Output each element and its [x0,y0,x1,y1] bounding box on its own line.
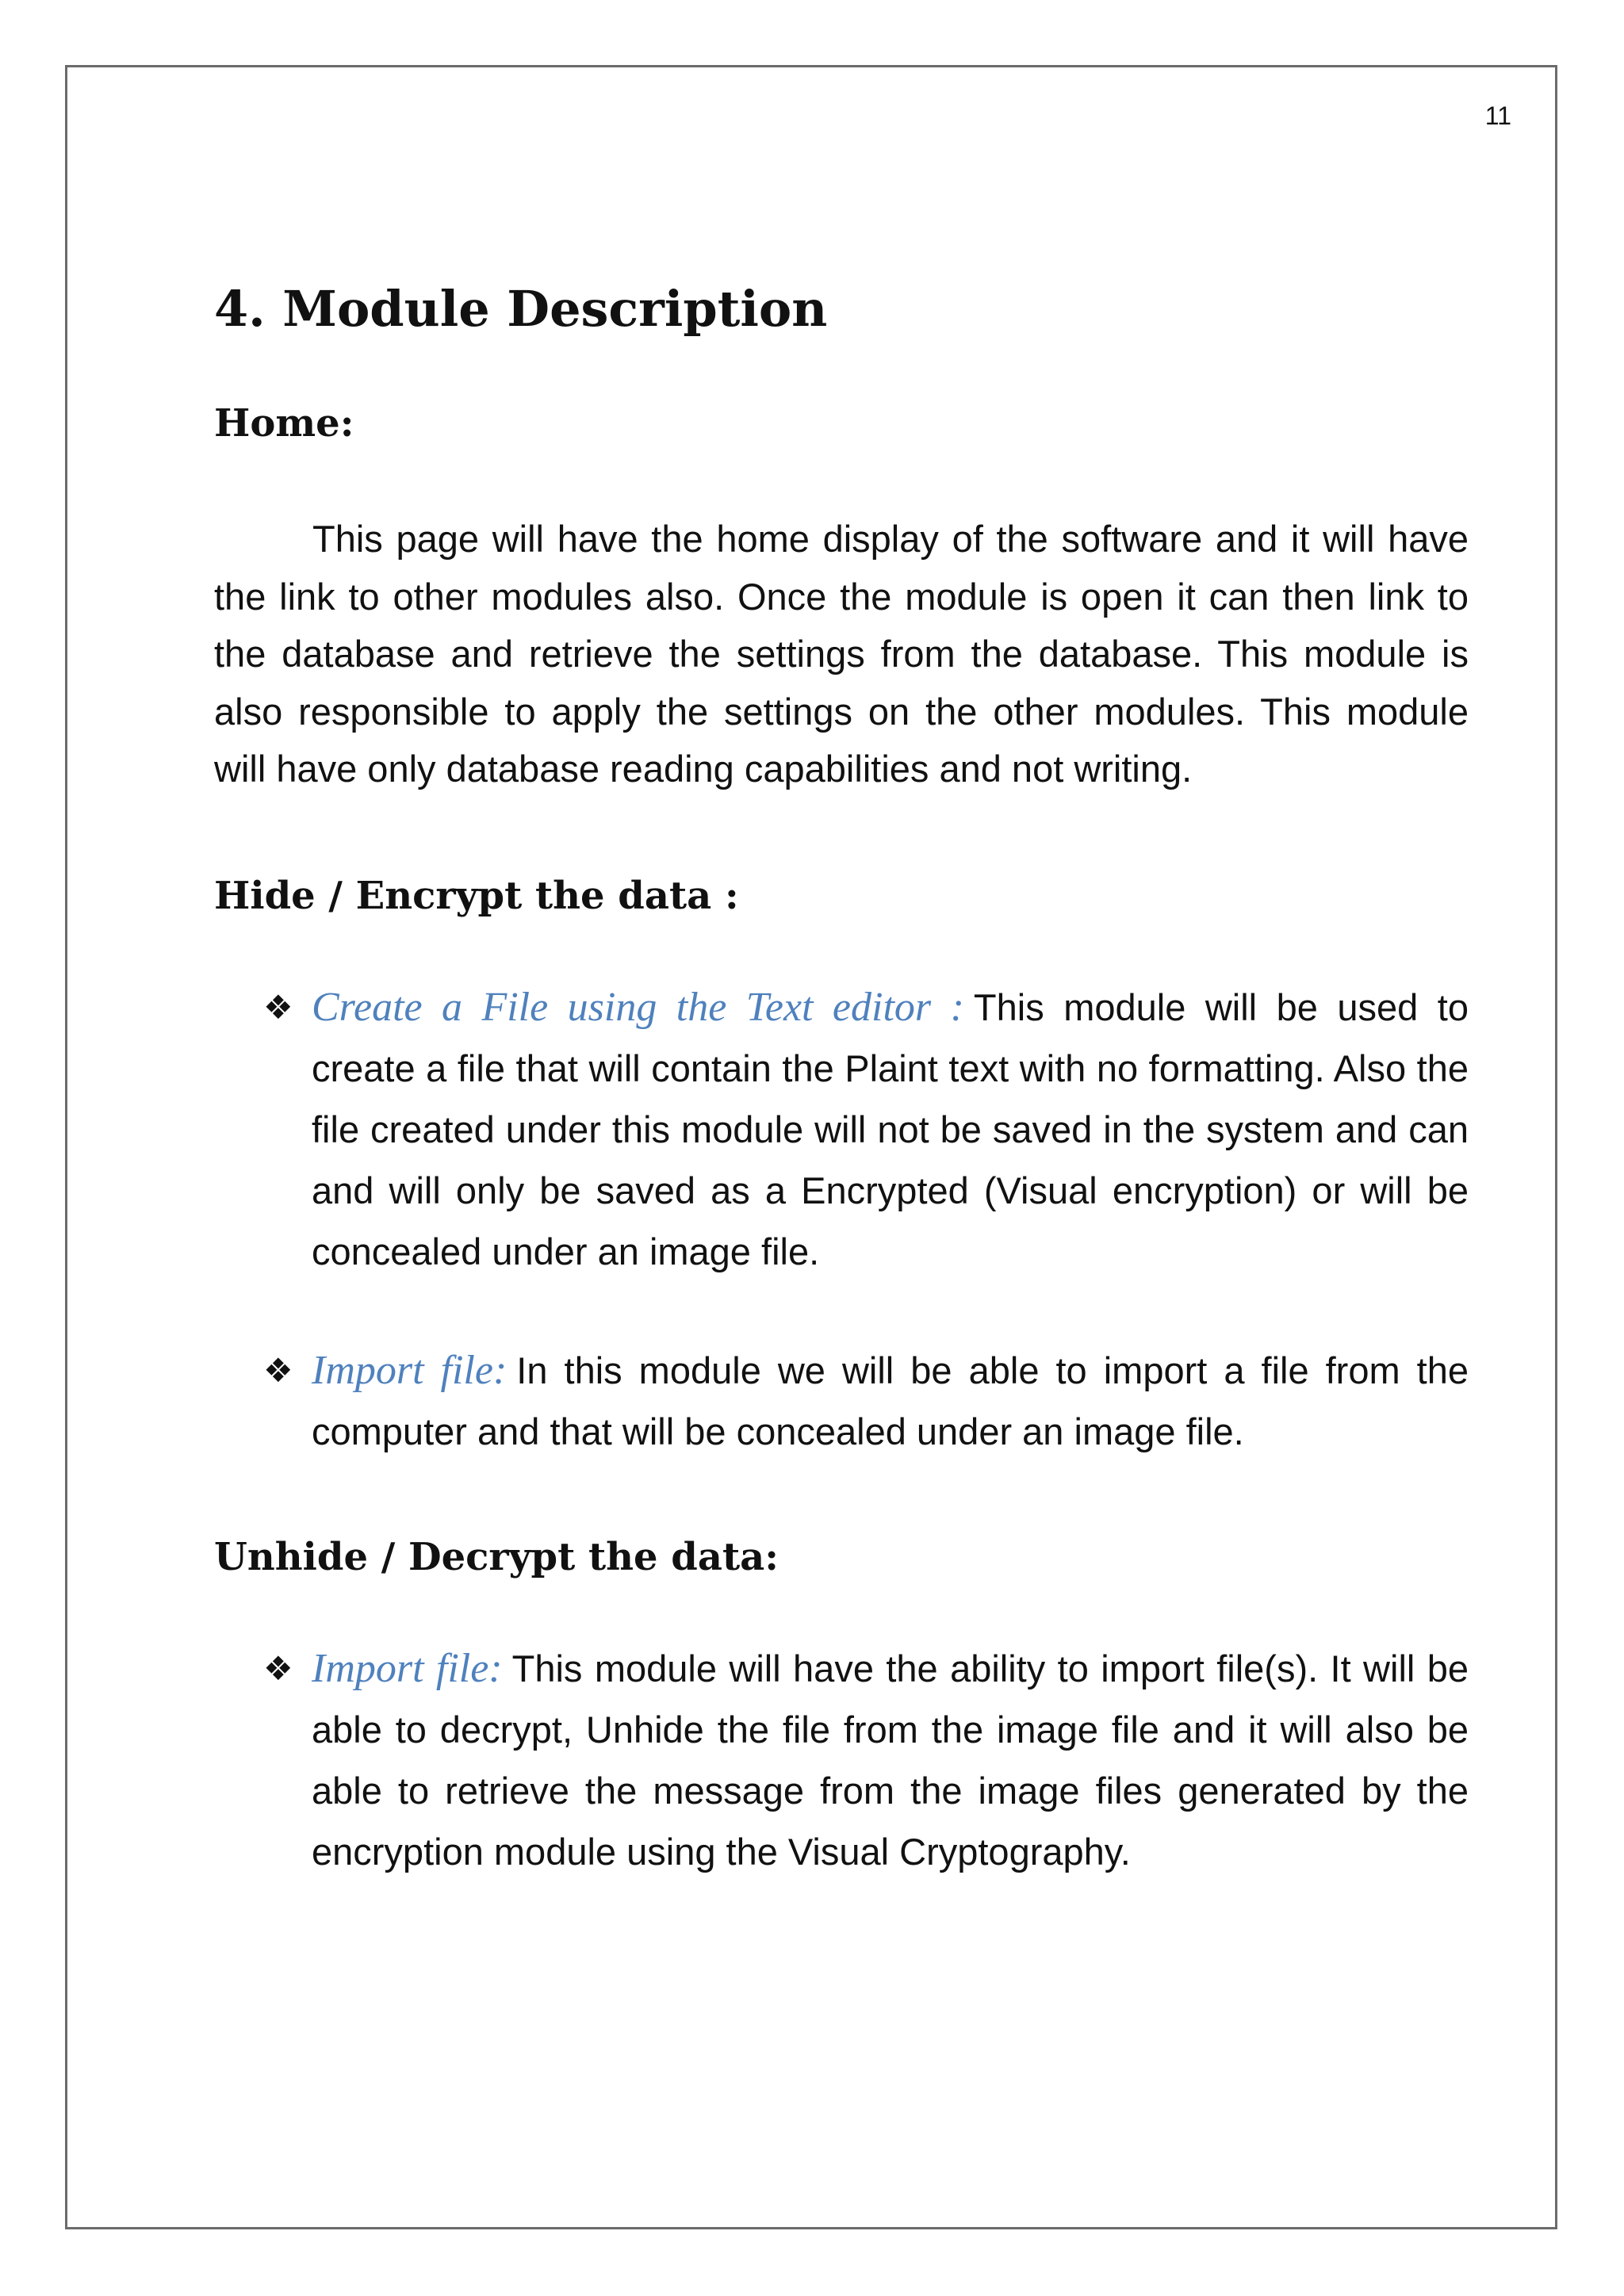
diamond-bullet-icon: ❖ [263,987,293,1027]
diamond-bullet-icon: ❖ [263,1648,293,1688]
list-item-create-file [214,977,1469,1282]
bullet-title: Import file: [312,1645,503,1691]
bullet-text: This module will have the ability to import file(s). It will be able to decrypt, Unhide the file from the image file and it will also be able to retrieve the message from the image files generated by the encryption module using the Visual Cryptography. [312,1647,1469,1873]
section-heading-unhide: Unhide / Decrypt the data: [214,1534,779,1579]
bullet-title: Import file: [312,1347,508,1393]
home-paragraph: This page will have the home display of the software and it will have the link to other modules also. Once the module is open it can then link to the database and retrieve the settings from the database. This module is also responsible to apply the settings on the other modules. This module will have only database reading capabilities and not writing. [214,518,1469,790]
section-heading-home: Home: [214,401,354,446]
section-heading-hide: Hide / Encrypt the data : [214,873,739,918]
page-title: 4. Module Description [214,280,828,338]
bullet-title: Create a File using the Text editor : [312,984,964,1030]
bullet-text: This module will be used to create a file that will contain the Plaint text with no formatting. Also the file created under this module will not be saved in the system and can and will only be saved as a Encrypted (Visual encryption) or will be concealed under an image file. [312,985,1469,1272]
page-number: 11 [1484,101,1511,130]
list-item-import-decrypt [214,1638,1469,1882]
list-item-import-file [214,1340,1469,1462]
diamond-bullet-icon: ❖ [263,1350,293,1390]
bullet-text: In this module we will be able to import a file from the computer and that will be concealed under an image file. [312,1349,1469,1452]
document-content [214,277,1469,1882]
